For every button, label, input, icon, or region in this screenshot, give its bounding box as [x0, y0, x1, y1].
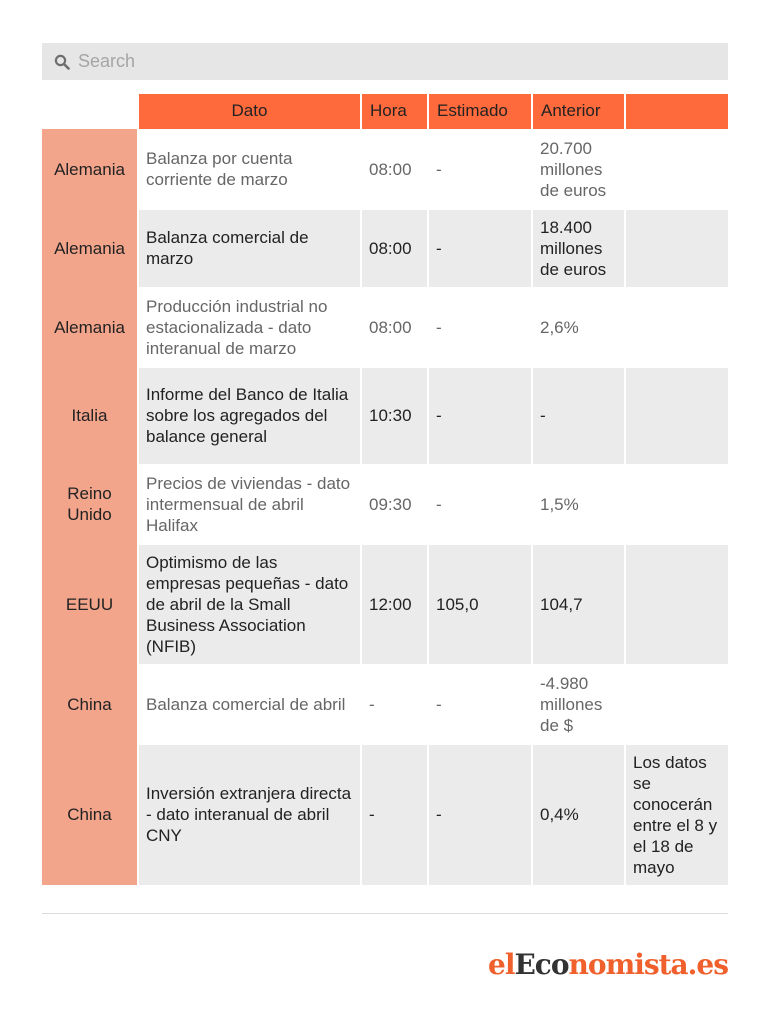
- header-dato: Dato: [138, 94, 361, 130]
- nota-cell: [625, 465, 728, 544]
- country-cell: EEUU: [42, 544, 138, 665]
- hora-cell: 10:30: [361, 367, 428, 465]
- search-icon: [53, 53, 71, 71]
- nota-cell: Los datos se conocerán entre el 8 y el 18 de mayo: [625, 744, 728, 885]
- country-cell: Alemania: [42, 288, 138, 367]
- country-cell: Alemania: [42, 209, 138, 288]
- hora-cell: 08:00: [361, 288, 428, 367]
- table-row: [42, 288, 728, 367]
- estimado-cell: -: [428, 744, 532, 885]
- dato-cell: Informe del Banco de Italia sobre los agregados del balance general: [138, 367, 361, 465]
- table-row: [42, 665, 728, 744]
- country-cell: Reino Unido: [42, 465, 138, 544]
- country-cell: China: [42, 665, 138, 744]
- nota-cell: [625, 367, 728, 465]
- nota-cell: [625, 665, 728, 744]
- estimado-cell: -: [428, 665, 532, 744]
- logo-part-eco: Eco: [514, 948, 569, 981]
- estimado-cell: 105,0: [428, 544, 532, 665]
- dato-cell: Balanza comercial de abril: [138, 665, 361, 744]
- anterior-cell: 0,4%: [532, 744, 625, 885]
- economic-calendar-table: [42, 93, 728, 885]
- table-row: [42, 130, 728, 209]
- header-anterior: Anterior: [532, 94, 625, 130]
- anterior-cell: 18.400 millones de euros: [532, 209, 625, 288]
- dato-cell: Precios de viviendas - dato intermensual de abril Halifax: [138, 465, 361, 544]
- anterior-cell: -: [532, 367, 625, 465]
- estimado-cell: -: [428, 130, 532, 209]
- anterior-cell: -4.980 millones de $: [532, 665, 625, 744]
- hora-cell: 08:00: [361, 130, 428, 209]
- nota-cell: [625, 130, 728, 209]
- dato-cell: Optimismo de las empresas pequeñas - dato de abril de la Small Business Association (NFIB): [138, 544, 361, 665]
- estimado-cell: -: [428, 465, 532, 544]
- search-bar[interactable]: [42, 43, 728, 80]
- country-cell: Alemania: [42, 130, 138, 209]
- economic-calendar-table-wrapper: [42, 93, 728, 885]
- dato-cell: Inversión extranjera directa - dato interanual de abril CNY: [138, 744, 361, 885]
- table-row: [42, 544, 728, 665]
- table-row: [42, 465, 728, 544]
- hora-cell: -: [361, 744, 428, 885]
- estimado-cell: -: [428, 209, 532, 288]
- dato-cell: Balanza por cuenta corriente de marzo: [138, 130, 361, 209]
- hora-cell: 09:30: [361, 465, 428, 544]
- anterior-cell: 2,6%: [532, 288, 625, 367]
- table-row: [42, 209, 728, 288]
- header-hora: Hora: [361, 94, 428, 130]
- header-estimado: Estimado: [428, 94, 532, 130]
- anterior-cell: 20.700 millones de euros: [532, 130, 625, 209]
- header-nota: [625, 94, 728, 130]
- hora-cell: -: [361, 665, 428, 744]
- table-header-row: [42, 94, 728, 130]
- anterior-cell: 1,5%: [532, 465, 625, 544]
- anterior-cell: 104,7: [532, 544, 625, 665]
- country-cell: China: [42, 744, 138, 885]
- eleconomista-logo[interactable]: [488, 948, 728, 981]
- estimado-cell: -: [428, 288, 532, 367]
- nota-cell: [625, 209, 728, 288]
- nota-cell: [625, 544, 728, 665]
- logo-part-nomista: nomista.es: [568, 948, 728, 981]
- nota-cell: [625, 288, 728, 367]
- hora-cell: 12:00: [361, 544, 428, 665]
- footer-divider: [42, 913, 728, 914]
- country-cell: Italia: [42, 367, 138, 465]
- table-row: [42, 744, 728, 885]
- estimado-cell: -: [428, 367, 532, 465]
- table-row: [42, 367, 728, 465]
- search-input[interactable]: [78, 51, 678, 72]
- dato-cell: Balanza comercial de marzo: [138, 209, 361, 288]
- dato-cell: Producción industrial no estacionalizada - dato interanual de marzo: [138, 288, 361, 367]
- hora-cell: 08:00: [361, 209, 428, 288]
- header-corner: [42, 94, 138, 130]
- logo-part-el: el: [488, 948, 515, 981]
